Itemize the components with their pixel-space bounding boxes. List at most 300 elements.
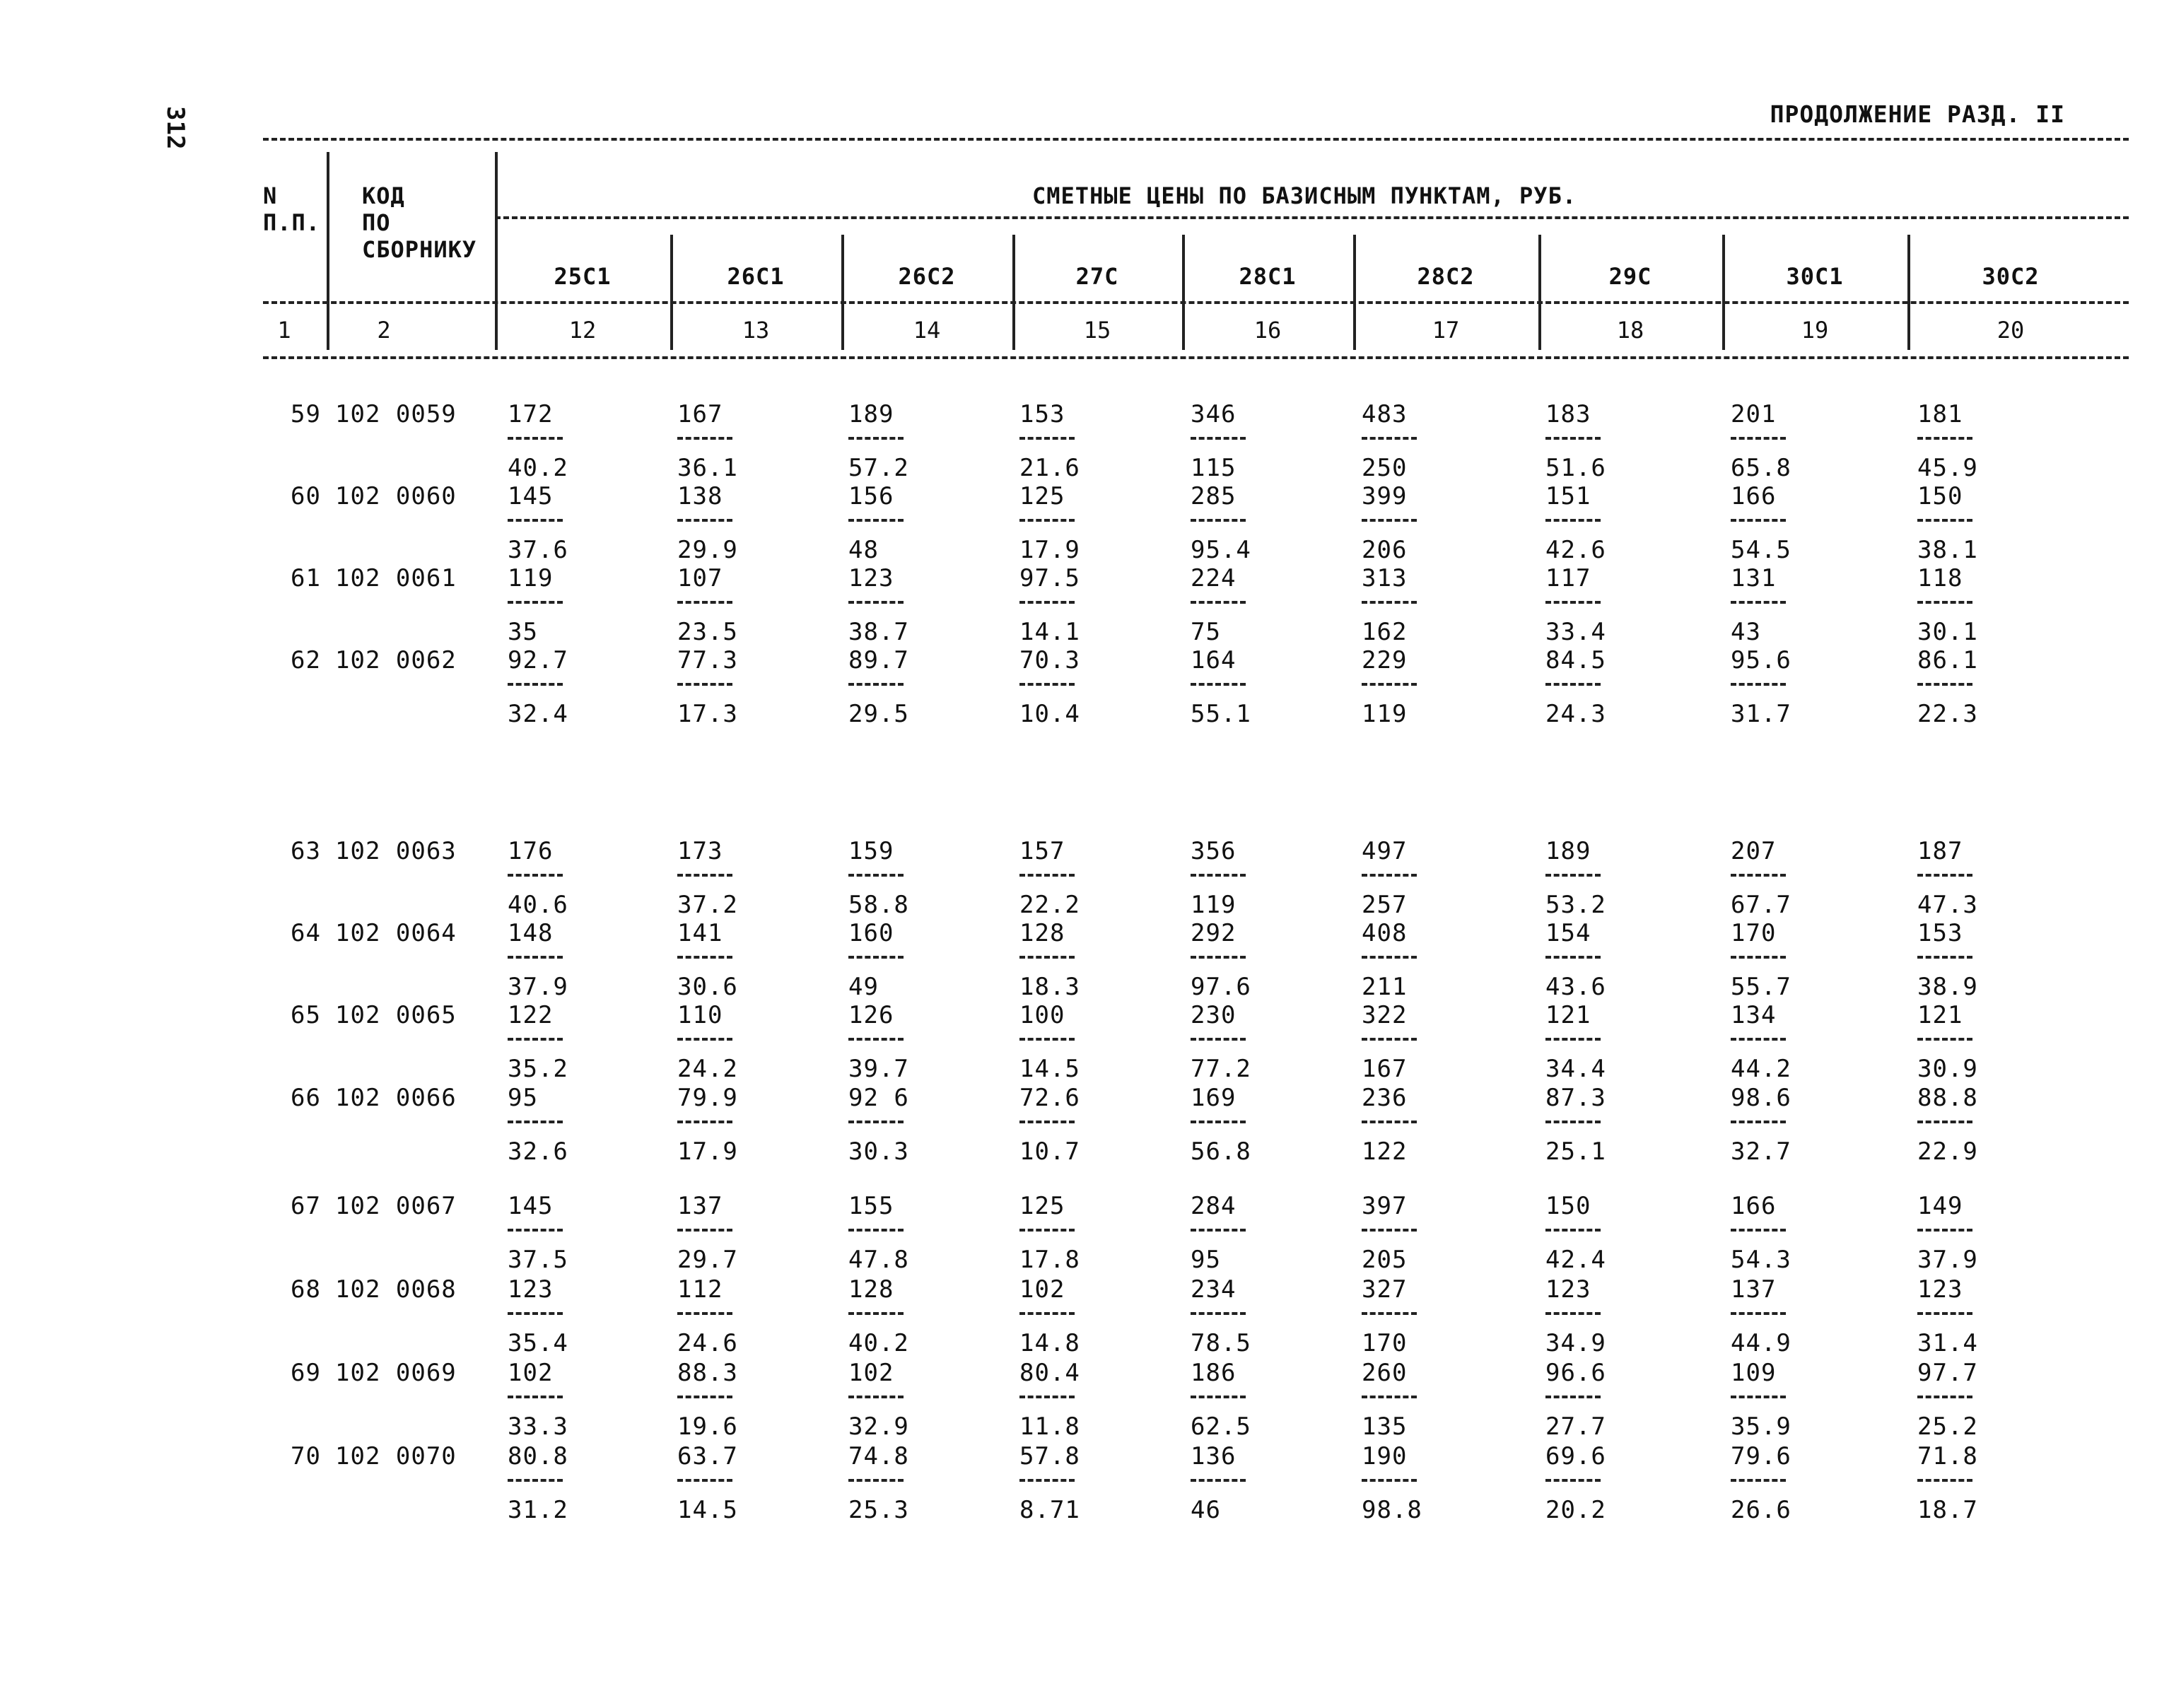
row-code: 102 0064: [335, 919, 457, 947]
column-number: 17: [1432, 317, 1460, 344]
price-numerator: 77.3: [677, 646, 738, 674]
row-number: 61: [291, 564, 321, 592]
price-numerator: 150: [1917, 482, 1963, 510]
fraction-bar: [677, 601, 732, 604]
price-denominator: 206: [1362, 536, 1408, 564]
fraction-bar: [508, 1479, 563, 1482]
fraction-bar: [1731, 956, 1786, 959]
price-numerator: 230: [1191, 1001, 1237, 1029]
price-numerator: 79.6: [1731, 1442, 1791, 1470]
price-numerator: 151: [1545, 482, 1591, 510]
price-denominator: 30.1: [1917, 618, 1978, 646]
fraction-bar: [848, 683, 904, 686]
price-denominator: 31.4: [1917, 1329, 1978, 1357]
price-denominator: 32.4: [508, 700, 568, 728]
price-denominator: 162: [1362, 618, 1408, 646]
row-number: 67: [291, 1192, 321, 1220]
fraction-bar: [1545, 519, 1601, 522]
price-denominator: 29.9: [677, 536, 738, 564]
price-numerator: 201: [1731, 400, 1777, 428]
fraction-bar: [1545, 437, 1601, 440]
row-number: 62: [291, 646, 321, 674]
section-continuation-heading: ПРОДОЛЖЕНИЕ РАЗД. II: [1770, 100, 2065, 128]
price-numerator: 80.4: [1019, 1359, 1080, 1387]
price-denominator: 95.4: [1191, 536, 1251, 564]
price-denominator: 17.3: [677, 700, 738, 728]
price-denominator: 51.6: [1545, 454, 1606, 482]
price-numerator: 207: [1731, 837, 1777, 865]
price-numerator: 346: [1191, 400, 1237, 428]
fraction-bar: [1019, 1312, 1075, 1315]
price-numerator: 167: [677, 400, 723, 428]
price-denominator: 30.3: [848, 1137, 909, 1166]
price-denominator: 119: [1362, 700, 1408, 728]
price-denominator: 19.6: [677, 1412, 738, 1441]
fraction-bar: [1191, 1312, 1246, 1315]
price-denominator: 29.7: [677, 1246, 738, 1274]
fraction-bar: [1731, 1229, 1786, 1232]
price-denominator: 122: [1362, 1137, 1408, 1166]
fraction-bar: [508, 1312, 563, 1315]
price-denominator: 35.4: [508, 1329, 568, 1357]
price-numerator: 122: [508, 1001, 554, 1029]
price-denominator: 40.2: [508, 454, 568, 482]
price-denominator: 23.5: [677, 618, 738, 646]
price-numerator: 169: [1191, 1084, 1237, 1112]
fraction-bar: [1191, 519, 1246, 522]
row-code: 102 0063: [335, 837, 457, 865]
fraction-bar: [1731, 1396, 1786, 1398]
price-denominator: 42.4: [1545, 1246, 1606, 1274]
price-denominator: 10.4: [1019, 700, 1080, 728]
fraction-bar: [1917, 1121, 1972, 1123]
fraction-bar: [677, 1479, 732, 1482]
price-numerator: 109: [1731, 1359, 1777, 1387]
price-denominator: 75: [1191, 618, 1221, 646]
fraction-bar: [1019, 1121, 1075, 1123]
region-label: 30С1: [1786, 263, 1844, 290]
price-numerator: 234: [1191, 1275, 1237, 1304]
price-denominator: 65.8: [1731, 454, 1791, 482]
price-denominator: 95: [1191, 1246, 1221, 1274]
price-numerator: 128: [1019, 919, 1065, 947]
row-code: 102 0060: [335, 482, 457, 510]
price-numerator: 96.6: [1545, 1359, 1606, 1387]
price-denominator: 39.7: [848, 1055, 909, 1083]
fraction-bar: [1731, 519, 1786, 522]
column-number: 12: [568, 317, 597, 344]
price-denominator: 35.9: [1731, 1412, 1791, 1441]
fraction-bar: [1917, 1479, 1972, 1482]
price-numerator: 107: [677, 564, 723, 592]
price-denominator: 18.3: [1019, 973, 1080, 1001]
price-denominator: 53.2: [1545, 891, 1606, 919]
price-denominator: 48: [848, 536, 879, 564]
price-numerator: 134: [1731, 1001, 1777, 1029]
column-number: 14: [913, 317, 941, 344]
price-numerator: 95.6: [1731, 646, 1791, 674]
price-numerator: 123: [1917, 1275, 1963, 1304]
fraction-bar: [1019, 1396, 1075, 1398]
region-label: 27С: [1075, 263, 1119, 290]
region-label: 30С2: [1982, 263, 2040, 290]
price-numerator: 125: [1019, 1192, 1065, 1220]
fraction-bar: [1731, 1479, 1786, 1482]
price-numerator: 137: [677, 1192, 723, 1220]
fraction-bar: [1731, 1312, 1786, 1315]
price-denominator: 57.2: [848, 454, 909, 482]
price-denominator: 17.9: [1019, 536, 1080, 564]
row-number: 63: [291, 837, 321, 865]
price-numerator: 224: [1191, 564, 1237, 592]
price-numerator: 181: [1917, 400, 1963, 428]
region-divider: [1722, 235, 1725, 350]
price-numerator: 57.8: [1019, 1442, 1080, 1470]
fraction-bar: [1545, 683, 1601, 686]
fraction-bar: [1731, 601, 1786, 604]
price-denominator: 47.8: [848, 1246, 909, 1274]
fraction-bar: [1191, 874, 1246, 877]
price-numerator: 176: [508, 837, 554, 865]
fraction-bar: [1731, 1121, 1786, 1123]
fraction-bar: [1545, 1396, 1601, 1398]
fraction-bar: [508, 437, 563, 440]
price-numerator: 150: [1545, 1192, 1591, 1220]
fraction-bar: [677, 1229, 732, 1232]
price-numerator: 236: [1362, 1084, 1408, 1112]
price-denominator: 45.9: [1917, 454, 1978, 482]
fraction-bar: [508, 1121, 563, 1123]
price-denominator: 35.2: [508, 1055, 568, 1083]
price-denominator: 47.3: [1917, 891, 1978, 919]
fraction-bar: [677, 519, 732, 522]
fraction-bar: [848, 519, 904, 522]
fraction-bar: [1917, 519, 1972, 522]
price-denominator: 25.1: [1545, 1137, 1606, 1166]
price-numerator: 284: [1191, 1192, 1237, 1220]
price-numerator: 153: [1917, 919, 1963, 947]
region-divider: [1012, 235, 1015, 350]
region-divider: [841, 235, 844, 350]
fraction-bar: [508, 1038, 563, 1041]
price-denominator: 40.6: [508, 891, 568, 919]
row-code: 102 0061: [335, 564, 457, 592]
price-numerator: 172: [508, 400, 554, 428]
price-numerator: 98.6: [1731, 1084, 1791, 1112]
fraction-bar: [1191, 1479, 1246, 1482]
price-numerator: 483: [1362, 400, 1408, 428]
price-denominator: 37.5: [508, 1246, 568, 1274]
price-numerator: 102: [508, 1359, 554, 1387]
fraction-bar: [848, 1038, 904, 1041]
price-numerator: 97.7: [1917, 1359, 1978, 1387]
row-number: 59: [291, 400, 321, 428]
price-denominator: 10.7: [1019, 1137, 1080, 1166]
price-denominator: 33.3: [508, 1412, 568, 1441]
price-denominator: 38.9: [1917, 973, 1978, 1001]
price-denominator: 37.9: [1917, 1246, 1978, 1274]
region-divider: [670, 235, 673, 350]
price-numerator: 408: [1362, 919, 1408, 947]
fraction-bar: [1731, 437, 1786, 440]
fraction-bar: [1545, 1121, 1601, 1123]
price-denominator: 32.7: [1731, 1137, 1791, 1166]
price-numerator: 399: [1362, 482, 1408, 510]
price-numerator: 138: [677, 482, 723, 510]
fraction-bar: [1362, 601, 1417, 604]
price-numerator: 63.7: [677, 1442, 738, 1470]
fraction-bar: [677, 1396, 732, 1398]
price-numerator: 80.8: [508, 1442, 568, 1470]
price-denominator: 14.8: [1019, 1329, 1080, 1357]
fraction-bar: [1731, 1038, 1786, 1041]
fraction-bar: [677, 1121, 732, 1123]
price-numerator: 84.5: [1545, 646, 1606, 674]
price-denominator: 31.2: [508, 1496, 568, 1524]
price-denominator: 31.7: [1731, 700, 1791, 728]
price-numerator: 86.1: [1917, 646, 1978, 674]
fraction-bar: [1191, 1121, 1246, 1123]
page-number: 312: [161, 106, 189, 150]
fraction-bar: [1917, 1229, 1972, 1232]
row-number: 65: [291, 1001, 321, 1029]
price-denominator: 135: [1362, 1412, 1408, 1441]
fraction-bar: [1191, 601, 1246, 604]
price-denominator: 250: [1362, 454, 1408, 482]
price-denominator: 54.5: [1731, 536, 1791, 564]
fraction-bar: [848, 1229, 904, 1232]
price-denominator: 22.9: [1917, 1137, 1978, 1166]
header-npp-line2: П.П.: [263, 209, 321, 236]
price-denominator: 32.6: [508, 1137, 568, 1166]
fraction-bar: [1917, 601, 1972, 604]
region-divider: [1182, 235, 1185, 350]
fraction-bar: [508, 1229, 563, 1232]
price-denominator: 77.2: [1191, 1055, 1251, 1083]
fraction-bar: [677, 1312, 732, 1315]
fraction-bar: [1019, 956, 1075, 959]
price-denominator: 29.5: [848, 700, 909, 728]
region-label: 29С: [1608, 263, 1652, 290]
fraction-bar: [1191, 1229, 1246, 1232]
price-numerator: 260: [1362, 1359, 1408, 1387]
header-mid-rule: [495, 216, 2129, 219]
price-numerator: 92 6: [848, 1084, 909, 1112]
price-denominator: 14.5: [677, 1496, 738, 1524]
region-label: 26С2: [898, 263, 956, 290]
row-number: 68: [291, 1275, 321, 1304]
price-numerator: 137: [1731, 1275, 1777, 1304]
price-numerator: 186: [1191, 1359, 1237, 1387]
price-numerator: 397: [1362, 1192, 1408, 1220]
row-number: 64: [291, 919, 321, 947]
price-denominator: 43: [1731, 618, 1761, 646]
region-divider: [1353, 235, 1356, 350]
fraction-bar: [1019, 1038, 1075, 1041]
price-denominator: 36.1: [677, 454, 738, 482]
col-divider-code: [495, 152, 498, 350]
price-denominator: 30.6: [677, 973, 738, 1001]
fraction-bar: [1362, 1121, 1417, 1123]
fraction-bar: [1362, 874, 1417, 877]
price-numerator: 100: [1019, 1001, 1065, 1029]
region-label: 26С1: [727, 263, 785, 290]
fraction-bar: [1917, 1396, 1972, 1398]
fraction-bar: [1545, 1229, 1601, 1232]
price-denominator: 40.2: [848, 1329, 909, 1357]
price-denominator: 37.6: [508, 536, 568, 564]
header-columns-rule: [263, 301, 2129, 304]
column-number: 19: [1801, 317, 1829, 344]
fraction-bar: [1545, 1312, 1601, 1315]
price-denominator: 34.4: [1545, 1055, 1606, 1083]
price-denominator: 25.2: [1917, 1412, 1978, 1441]
price-numerator: 117: [1545, 564, 1591, 592]
col-divider-npp: [327, 152, 329, 350]
price-numerator: 102: [848, 1359, 894, 1387]
price-numerator: 159: [848, 837, 894, 865]
price-denominator: 32.9: [848, 1412, 909, 1441]
price-denominator: 11.8: [1019, 1412, 1080, 1441]
price-denominator: 17.9: [677, 1137, 738, 1166]
price-numerator: 170: [1731, 919, 1777, 947]
region-divider: [1907, 235, 1910, 350]
fraction-bar: [1362, 1038, 1417, 1041]
fraction-bar: [1191, 683, 1246, 686]
fraction-bar: [677, 683, 732, 686]
price-numerator: 154: [1545, 919, 1591, 947]
fraction-bar: [677, 1038, 732, 1041]
row-code: 102 0067: [335, 1192, 457, 1220]
price-denominator: 20.2: [1545, 1496, 1606, 1524]
price-denominator: 78.5: [1191, 1329, 1251, 1357]
fraction-bar: [1362, 1479, 1417, 1482]
row-code: 102 0062: [335, 646, 457, 674]
fraction-bar: [1019, 1479, 1075, 1482]
price-numerator: 327: [1362, 1275, 1408, 1304]
price-numerator: 72.6: [1019, 1084, 1080, 1112]
price-denominator: 14.5: [1019, 1055, 1080, 1083]
price-denominator: 205: [1362, 1246, 1408, 1274]
header-bottom-rule: [263, 356, 2129, 359]
fraction-bar: [1731, 683, 1786, 686]
price-numerator: 110: [677, 1001, 723, 1029]
price-denominator: 170: [1362, 1329, 1408, 1357]
price-denominator: 167: [1362, 1055, 1408, 1083]
fraction-bar: [1917, 956, 1972, 959]
region-label: 28С2: [1417, 263, 1475, 290]
price-denominator: 22.2: [1019, 891, 1080, 919]
price-numerator: 70.3: [1019, 646, 1080, 674]
fraction-bar: [677, 874, 732, 877]
price-denominator: 35: [508, 618, 538, 646]
price-numerator: 69.6: [1545, 1442, 1606, 1470]
price-numerator: 166: [1731, 1192, 1777, 1220]
price-numerator: 155: [848, 1192, 894, 1220]
price-denominator: 97.6: [1191, 973, 1251, 1001]
header-code-line3: СБОРНИКУ: [362, 236, 477, 263]
price-numerator: 153: [1019, 400, 1065, 428]
fraction-bar: [848, 874, 904, 877]
price-denominator: 25.3: [848, 1496, 909, 1524]
price-numerator: 112: [677, 1275, 723, 1304]
fraction-bar: [848, 1479, 904, 1482]
fraction-bar: [1362, 519, 1417, 522]
price-numerator: 164: [1191, 646, 1237, 674]
price-denominator: 98.8: [1362, 1496, 1422, 1524]
column-number: 13: [742, 317, 770, 344]
price-denominator: 38.1: [1917, 536, 1978, 564]
fraction-bar: [1545, 874, 1601, 877]
price-denominator: 14.1: [1019, 618, 1080, 646]
fraction-bar: [1019, 874, 1075, 877]
fraction-bar: [848, 601, 904, 604]
price-denominator: 211: [1362, 973, 1408, 1001]
fraction-bar: [1362, 1396, 1417, 1398]
price-numerator: 131: [1731, 564, 1777, 592]
fraction-bar: [508, 601, 563, 604]
price-numerator: 121: [1545, 1001, 1591, 1029]
price-denominator: 18.7: [1917, 1496, 1978, 1524]
fraction-bar: [1917, 437, 1972, 440]
fraction-bar: [1191, 1396, 1246, 1398]
column-number: 20: [1997, 317, 2025, 344]
region-divider: [1538, 235, 1541, 350]
column-number: 18: [1616, 317, 1644, 344]
price-denominator: 24.6: [677, 1329, 738, 1357]
price-denominator: 30.9: [1917, 1055, 1978, 1083]
fraction-bar: [848, 437, 904, 440]
price-numerator: 136: [1191, 1442, 1237, 1470]
price-numerator: 125: [1019, 482, 1065, 510]
price-numerator: 95: [508, 1084, 538, 1112]
row-code: 102 0068: [335, 1275, 457, 1304]
price-numerator: 79.9: [677, 1084, 738, 1112]
header-top-rule: [263, 138, 2129, 141]
region-label: 25С1: [554, 263, 612, 290]
price-numerator: 173: [677, 837, 723, 865]
fraction-bar: [1731, 874, 1786, 877]
price-numerator: 102: [1019, 1275, 1065, 1304]
price-denominator: 44.9: [1731, 1329, 1791, 1357]
header-npp-line1: N: [263, 182, 278, 209]
price-numerator: 189: [848, 400, 894, 428]
fraction-bar: [1362, 437, 1417, 440]
fraction-bar: [1917, 874, 1972, 877]
fraction-bar: [1019, 601, 1075, 604]
fraction-bar: [1362, 1229, 1417, 1232]
price-denominator: 55.7: [1731, 973, 1791, 1001]
fraction-bar: [1019, 437, 1075, 440]
price-numerator: 190: [1362, 1442, 1408, 1470]
price-numerator: 149: [1917, 1192, 1963, 1220]
row-code: 102 0066: [335, 1084, 457, 1112]
price-numerator: 313: [1362, 564, 1408, 592]
price-numerator: 183: [1545, 400, 1591, 428]
row-code: 102 0059: [335, 400, 457, 428]
price-denominator: 26.6: [1731, 1496, 1791, 1524]
price-denominator: 24.2: [677, 1055, 738, 1083]
price-denominator: 58.8: [848, 891, 909, 919]
header-prices-title: СМЕТНЫЕ ЦЕНЫ ПО БАЗИСНЫМ ПУНКТАМ, РУБ.: [1032, 182, 1577, 209]
price-numerator: 145: [508, 482, 554, 510]
price-denominator: 38.7: [848, 618, 909, 646]
fraction-bar: [1917, 1038, 1972, 1041]
fraction-bar: [1545, 1038, 1601, 1041]
price-denominator: 37.9: [508, 973, 568, 1001]
price-denominator: 33.4: [1545, 618, 1606, 646]
fraction-bar: [508, 683, 563, 686]
